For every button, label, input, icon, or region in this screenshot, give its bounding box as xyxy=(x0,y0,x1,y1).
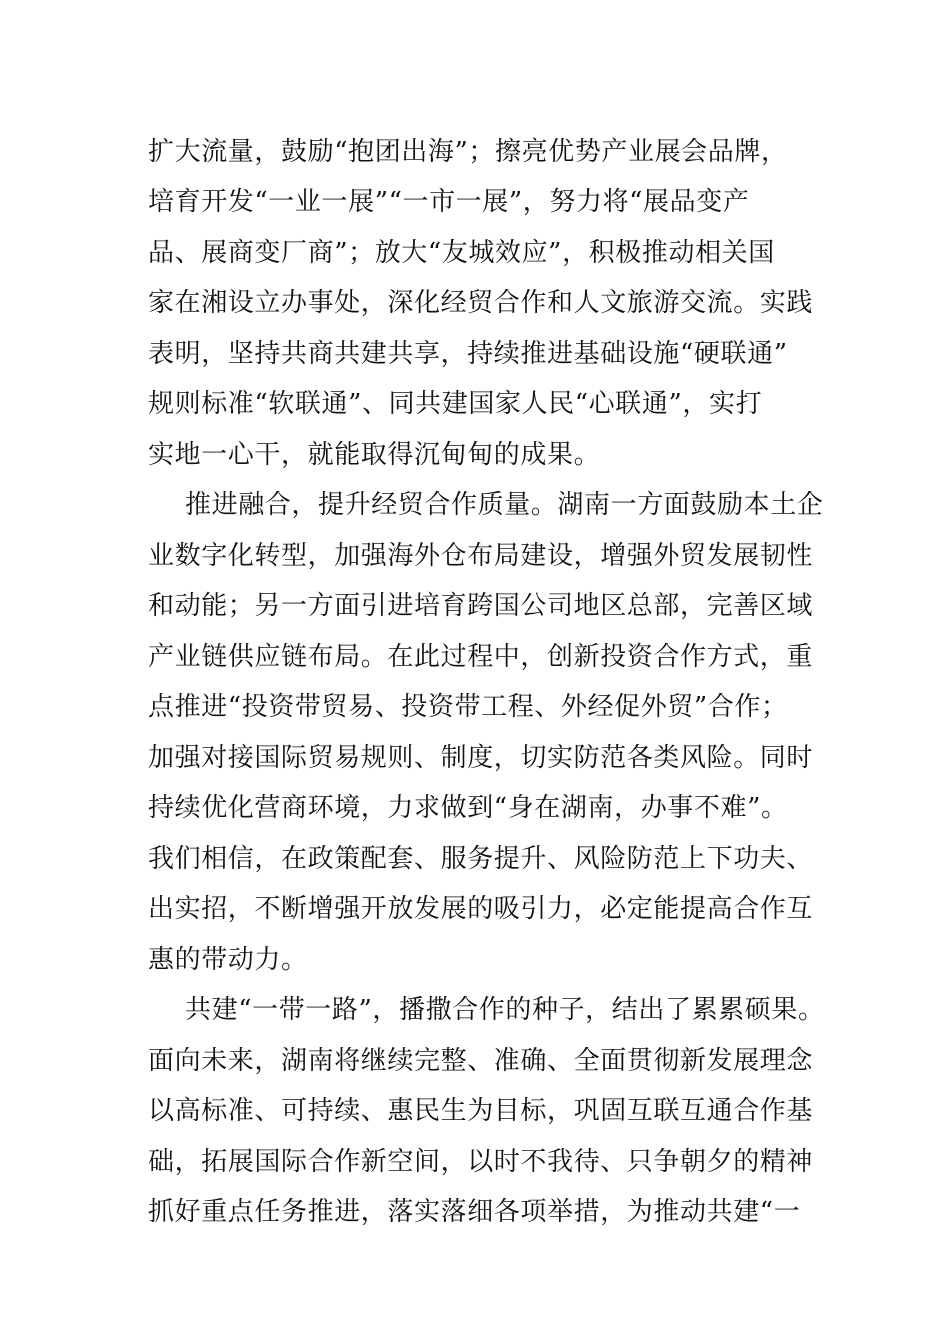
text-line: 持续优化营商环境，力求做到“身在湖南，办事不难”。 xyxy=(148,793,788,823)
text-line: 点推进“投资带贸易、投资带工程、外经促外贸”合作； xyxy=(148,692,788,722)
text-line: 惠的带动力。 xyxy=(148,945,308,975)
text-line: 以高标准、可持续、惠民生为目标，巩固互联互通合作基 xyxy=(148,1096,814,1126)
text-line: 实地一心干，就能取得沉甸甸的成果。 xyxy=(148,440,601,470)
text-line: 出实招，不断增强开放发展的吸引力，必定能提高合作互 xyxy=(148,894,814,924)
paragraph-start-line: 共建“一带一路”，播撒合作的种子，结出了累累硕果。 xyxy=(185,995,825,1025)
text-line: 品、展商变厂商”；放大“友城效应”，积极推动相关国 xyxy=(148,238,775,268)
paragraph-start-line: 推进融合，提升经贸合作质量。湖南一方面鼓励本土企 xyxy=(185,490,824,520)
text-line: 我们相信，在政策配套、服务提升、风险防范上下功夫、 xyxy=(148,844,814,874)
text-line: 扩大流量，鼓励“抱团出海”；擦亮优势产业展会品牌， xyxy=(148,137,788,167)
text-line: 加强对接国际贸易规则、制度，切实防范各类风险。同时 xyxy=(148,743,814,773)
text-line: 规则标准“软联通”、同共建国家人民“心联通”，实打 xyxy=(148,389,763,419)
text-line: 业数字化转型，加强海外仓布局建设，增强外贸发展韧性 xyxy=(148,541,814,571)
text-line: 面向未来，湖南将继续完整、准确、全面贯彻新发展理念 xyxy=(148,1046,814,1076)
text-line: 和动能；另一方面引进培育跨国公司地区总部，完善区域 xyxy=(148,591,814,621)
text-line: 础，拓展国际合作新空间，以时不我待、只争朝夕的精神 xyxy=(148,1147,814,1177)
text-line: 产业链供应链布局。在此过程中，创新投资合作方式，重 xyxy=(148,642,814,672)
text-line: 表明，坚持共商共建共享，持续推进基础设施“硬联通” xyxy=(148,339,788,369)
text-line: 家在湘设立办事处，深化经贸合作和人文旅游交流。实践 xyxy=(148,288,814,318)
text-line: 培育开发“一业一展”“一市一展”，努力将“展品变产 xyxy=(148,187,750,217)
text-line: 抓好重点任务推进，落实落细各项举措，为推动共建“一 xyxy=(148,1197,801,1227)
